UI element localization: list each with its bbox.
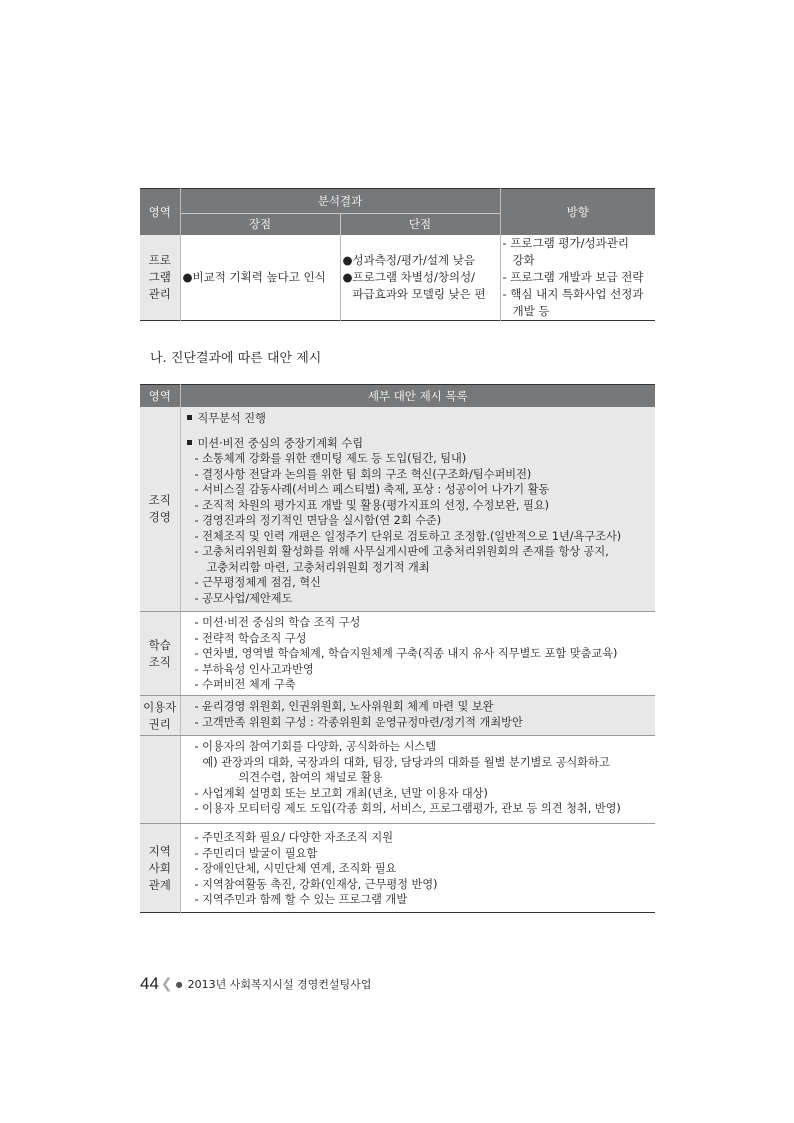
content-learning-org bbox=[180, 612, 655, 696]
header-analysis: 분석결과 bbox=[180, 189, 500, 214]
list-item: - 서비스질 감동사례(서비스 페스티벌) 축제, 포상 : 성공이어 나가기 활동 bbox=[194, 483, 550, 496]
list-item: - 연차별, 영역별 학습체계, 학습지원체계 구축(직종 내지 유사 직무별도 포함 맞춤교육) bbox=[194, 647, 618, 660]
list-item: - 조직적 차원의 평가지표 개발 및 활용(평가지표의 선정, 수정보완, 필요) bbox=[194, 498, 549, 512]
content-user-participation bbox=[180, 736, 655, 824]
list-item: - 경영진과의 정기적인 면담을 실시함(연 2회 수준) bbox=[194, 514, 442, 527]
list-item: - 전체조직 및 인력 개편은 일정주기 단위로 검토하고 조정함.(일반적으로 1년/욕구조사) bbox=[194, 529, 622, 543]
list-item: - 주민리더 발굴이 필요함 bbox=[194, 846, 318, 860]
list-item: - 장애인단체, 시민단체 연계, 조직화 필요 bbox=[194, 862, 397, 875]
header-area: 영역 bbox=[140, 189, 180, 236]
list-item: 의견수렴, 참여의 채널로 활용 bbox=[238, 771, 383, 784]
area-org-management: 조직 경영 bbox=[140, 407, 180, 612]
list-item: 직무분석 진행 bbox=[181, 411, 656, 427]
list-item: - 지역참여활동 촉진, 강화(인재상, 근무평정 반영) bbox=[194, 877, 438, 891]
content-user-rights bbox=[180, 696, 655, 736]
list-item: - 전략적 학습조직 구성 bbox=[194, 631, 307, 645]
list-item: - 근무평정체계 점검, 혁신 bbox=[194, 576, 321, 589]
area-learning-org: 학습 조직 bbox=[140, 612, 180, 696]
direction-cell: - 프로그램 평가/성과관리 강화 - 프로그램 개발과 보급 전략 - 핵심 내지 특화사업 선정과 개발 등 bbox=[502, 236, 644, 318]
page-footer bbox=[140, 974, 371, 994]
content-community bbox=[180, 824, 655, 913]
content-org-management bbox=[180, 407, 655, 612]
list-item: - 결정사항 전달과 논의를 위한 팀 회의 구조 혁신(구조화/팀수퍼비전) bbox=[194, 467, 532, 481]
list-item: - 소통체계 강화를 위한 캔미팅 제도 등 도입(팀간, 팀내) bbox=[194, 452, 467, 465]
area-user-rights: 이용자 권리 bbox=[140, 696, 180, 736]
list-item: - 부하육성 인사고과반영 bbox=[194, 662, 314, 676]
bullet-icon: ● bbox=[175, 979, 183, 989]
header-direction: 방향 bbox=[500, 189, 655, 236]
area-community: 지역 사회 관계 bbox=[140, 824, 180, 913]
strength-cell: ●비교적 기획력 높다고 인식 bbox=[180, 235, 340, 321]
header-strength: 장점 bbox=[180, 213, 340, 235]
list-item: - 주민조직화 필요/ 다양한 자조조직 지원 bbox=[194, 831, 394, 844]
list-item: - 미션·비전 중심의 학습 조직 구성 bbox=[194, 616, 361, 629]
area-user-participation bbox=[140, 736, 180, 824]
list-item: - 고충처리위원회 활성화를 위해 사무실게시판에 고충처리위원회의 존재를 항상 공지, bbox=[194, 545, 609, 558]
list-item: 고충처리함 마련, 고충처리위원회 정기적 개최 bbox=[206, 560, 430, 574]
footer-title: 2013년 사회복지시설 경영컨설팅사업 bbox=[187, 978, 372, 991]
weakness-cell: ●성과측정/평가/설계 낮음 ●프로그램 차별성/창의성/ 파급효과와 모델링 낮은 편 bbox=[340, 235, 500, 321]
analysis-table bbox=[140, 188, 655, 321]
page-number: 44 bbox=[140, 974, 159, 993]
chevron-left-icon: ❮ bbox=[160, 976, 173, 992]
list-item: - 수퍼비전 체계 구축 bbox=[194, 678, 296, 691]
list-item: 예) 관장과의 대화, 국장과의 대화, 팀장, 담당과의 대화를 월별 분기별로 공식화하고 bbox=[202, 755, 610, 769]
list-item: - 이용자 모티터링 제도 도입(각종 회의, 서비스, 프로그램평가, 관보 등 의견 청취, 반영) bbox=[194, 802, 621, 815]
header-weakness: 단점 bbox=[340, 213, 500, 235]
list-item: - 공모사업/제안제도 bbox=[194, 591, 293, 605]
list-item: - 이용자의 참여기회를 다양화, 공식화하는 시스템 bbox=[194, 740, 437, 753]
section-subheading: 나. 진단결과에 따른 대안 제시 bbox=[150, 351, 322, 366]
alternatives-table bbox=[140, 384, 655, 913]
list-item: 미션·비전 중심의 중장기계획 수립 bbox=[181, 436, 656, 452]
header-area: 영역 bbox=[140, 385, 180, 408]
list-item: - 윤리경영 위원회, 인권위원회, 노사위원회 체계 마련 및 보완 bbox=[194, 700, 494, 713]
list-item: - 고객만족 위원회 구성 : 각종위원회 운영규정마련/정기적 개최방안 bbox=[194, 715, 523, 729]
header-list: 세부 대안 제시 목록 bbox=[180, 385, 655, 408]
row-area-label: 프로 그램 관리 bbox=[140, 235, 180, 321]
list-item: - 사업계획 설명회 또는 보고회 개최(년초, 년말 이용자 대상) bbox=[194, 786, 488, 800]
list-item: - 지역주민과 함께 할 수 있는 프로그램 개발 bbox=[194, 893, 408, 906]
